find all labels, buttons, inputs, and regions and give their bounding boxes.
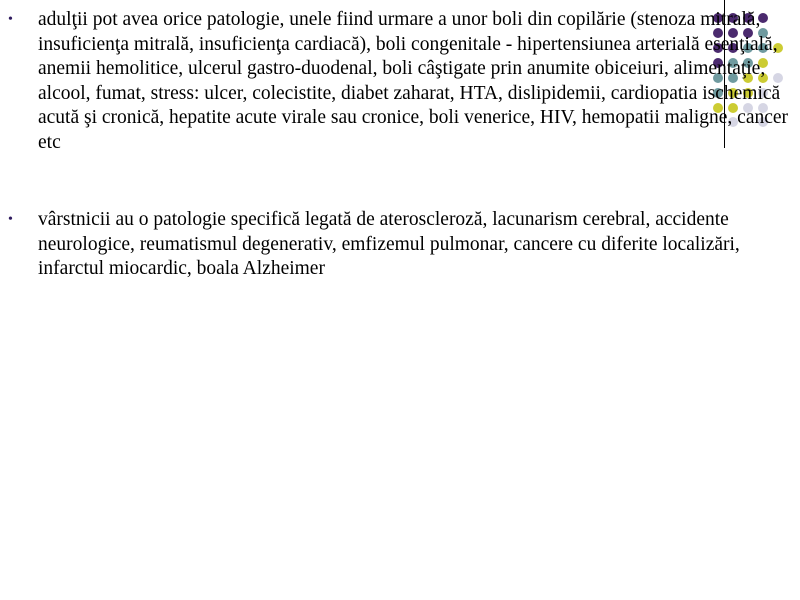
bullet-marker: •: [8, 212, 13, 227]
bullet-text: adulţii pot avea orice patologie, unele fiind urmare a unor boli din copilărie (stenoza mitrală, insuficienţa mitrală, insuficienţa cardiacă), boli congenitale - hipertensiunea arterială esenţială, anemii hemolitice, ulcerul gastro-duodenal, boli câştigate prin anumite obiceiuri, alimentaţie, alcool, fumat, stress: ulcer, colecistite, diabet zaharat, HTA, dislipidemii, cardiopatia ischemică acută şi cronică, hepatite acute virale sau cronice, boli venerice, HIV, hemopatii maligne, cancer etc: [38, 9, 789, 153]
bullet-item-elderly: [0, 208, 800, 282]
bullet-marker: •: [8, 12, 13, 27]
bullet-text: vârstnicii au o patologie specifică legată de ateroscleroză, lacunarism cerebral, accidente neurologice, reumatismul degenerativ, emfizemul pulmonar, cancere cu diferite localizări, infarctul miocardic, boala Alzheimer: [38, 209, 740, 279]
bullet-item-adults: [0, 8, 800, 155]
